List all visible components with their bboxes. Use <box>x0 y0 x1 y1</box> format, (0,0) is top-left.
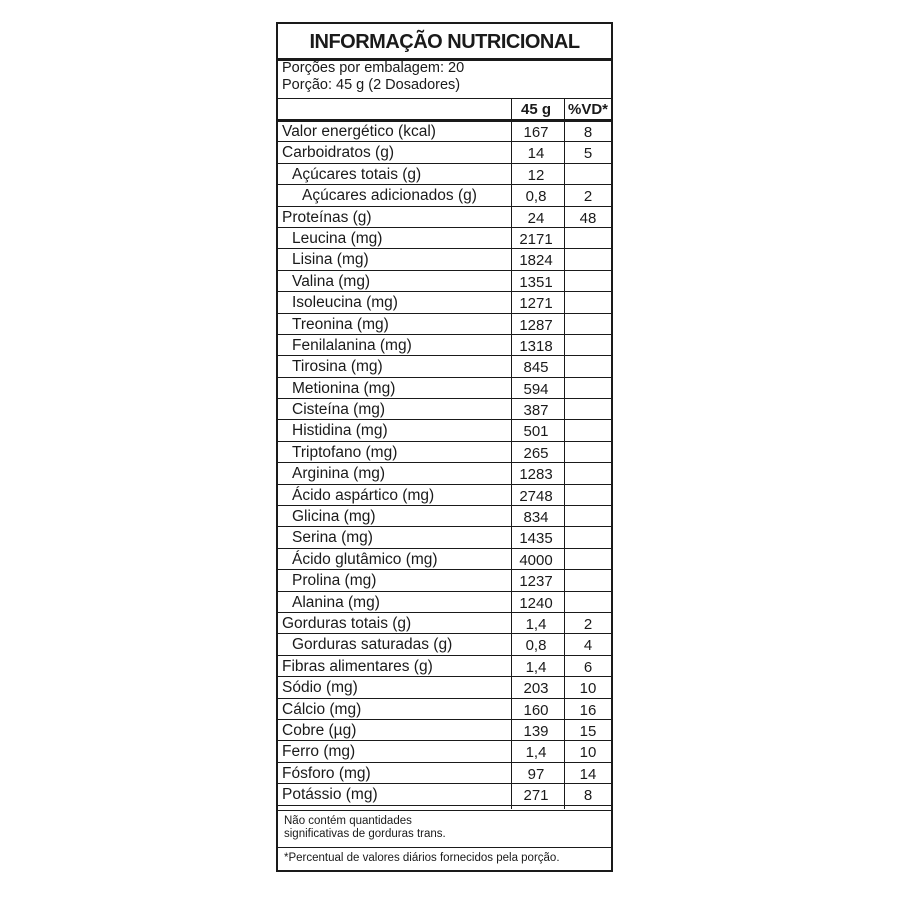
nutrient-row <box>278 784 611 805</box>
nutrient-quantity: 203 <box>523 680 549 698</box>
nutrient-quantity: 1,4 <box>525 658 547 676</box>
nutrient-quantity: 12 <box>527 166 545 184</box>
nutrient-label: Treonina (mg) <box>292 315 389 333</box>
nutrient-label: Serina (mg) <box>292 529 373 547</box>
nutrient-row <box>278 506 611 527</box>
nutrient-row <box>278 442 611 463</box>
nutrient-quantity: 0,8 <box>525 637 547 655</box>
nutrient-quantity: 160 <box>523 701 549 719</box>
nutrient-daily-value: 5 <box>583 145 593 163</box>
nutrient-row <box>278 549 611 570</box>
nutrient-label: Isoleucina (mg) <box>292 294 398 312</box>
nutrient-daily-value: 8 <box>583 787 593 805</box>
nutrient-row <box>278 463 611 484</box>
nutrient-label: Potássio (mg) <box>282 786 378 804</box>
nutrient-row <box>278 592 611 613</box>
nutrient-row <box>278 570 611 591</box>
nutrient-quantity: 24 <box>527 209 545 227</box>
nutrient-quantity: 594 <box>523 380 549 398</box>
nutrient-row <box>278 720 611 741</box>
nutrient-quantity: 1287 <box>519 316 553 334</box>
nutrient-row <box>278 314 611 335</box>
nutrient-quantity: 1237 <box>519 573 553 591</box>
nutrient-label: Arginina (mg) <box>292 465 386 483</box>
nutrient-daily-value: 10 <box>579 744 597 762</box>
nutrient-row <box>278 527 611 548</box>
nutrient-quantity: 1283 <box>519 466 553 484</box>
nutrient-row <box>278 164 611 185</box>
nutrient-quantity: 834 <box>523 509 549 527</box>
portion-size: Porção: 45 g (2 Dosadores) <box>282 77 461 93</box>
nutrient-quantity: 1,4 <box>525 615 547 633</box>
nutrient-label: Fibras alimentares (g) <box>282 657 433 675</box>
nutrient-row <box>278 763 611 784</box>
nutrient-label: Sódio (mg) <box>282 679 358 697</box>
panel-title: INFORMAÇÃO NUTRICIONAL <box>309 31 580 53</box>
nutrient-quantity: 139 <box>523 722 549 740</box>
nutrient-row <box>278 613 611 634</box>
nutrient-row <box>278 185 611 206</box>
trans-fat-note-line2: significativas de gorduras trans. <box>284 828 446 840</box>
nutrient-label: Ácido glutâmico (mg) <box>292 550 438 568</box>
nutrient-label: Cisteína (mg) <box>292 401 386 419</box>
nutrient-label: Carboidratos (g) <box>282 144 394 162</box>
nutrient-label: Fenilalanina (mg) <box>292 336 412 354</box>
nutrient-row <box>278 121 611 142</box>
daily-value-note: *Percentual de valores diários fornecidos pela porção. <box>284 852 560 864</box>
nutrient-label: Proteínas (g) <box>282 208 372 226</box>
nutrient-quantity: 97 <box>527 765 545 783</box>
nutrient-row <box>278 485 611 506</box>
nutrient-quantity: 167 <box>523 124 549 141</box>
nutrient-row <box>278 335 611 356</box>
servings-per-package: Porções por embalagem: 20 <box>282 60 465 76</box>
nutrient-quantity: 1824 <box>519 252 553 270</box>
nutrient-quantity: 0,8 <box>525 188 547 206</box>
nutrient-row <box>278 292 611 313</box>
nutrient-quantity: 1271 <box>519 295 553 313</box>
nutrient-row <box>278 271 611 292</box>
nutrient-row <box>278 378 611 399</box>
nutrient-daily-value: 15 <box>579 722 597 740</box>
nutrient-label: Leucina (mg) <box>292 229 383 247</box>
nutrient-daily-value: 48 <box>579 209 597 227</box>
nutrient-quantity: 387 <box>523 402 549 420</box>
nutrient-label: Açúcares totais (g) <box>292 165 422 183</box>
serving-divider <box>278 98 611 99</box>
nutrient-daily-value: 2 <box>583 188 593 206</box>
nutrient-row <box>278 399 611 420</box>
nutrient-label: Prolina (mg) <box>292 572 377 590</box>
nutrient-row <box>278 677 611 698</box>
nutrient-row <box>278 634 611 655</box>
nutrient-row <box>278 207 611 228</box>
nutrient-daily-value: 2 <box>583 615 593 633</box>
nutrient-quantity: 265 <box>523 444 549 462</box>
nutrient-label: Gorduras totais (g) <box>282 614 412 632</box>
col-header-portion: 45 g <box>520 101 551 118</box>
nutrient-daily-value: 8 <box>583 124 593 141</box>
nutrient-quantity: 2171 <box>519 230 553 248</box>
nutrient-quantity: 1,4 <box>525 744 547 762</box>
nutrient-daily-value: 6 <box>583 658 593 676</box>
nutrient-row <box>278 420 611 441</box>
nutrient-label: Cobre (µg) <box>282 721 357 739</box>
nutrient-quantity: 4000 <box>519 551 553 569</box>
nutrient-label: Lisina (mg) <box>292 251 369 269</box>
nutrient-label: Gorduras saturadas (g) <box>292 636 453 654</box>
nutrient-label: Glicina (mg) <box>292 508 376 526</box>
nutrient-row <box>278 741 611 762</box>
nutrient-row <box>278 142 611 163</box>
nutrient-row <box>278 249 611 270</box>
nutrient-quantity: 271 <box>523 787 549 805</box>
nutrient-label: Ferro (mg) <box>282 743 356 761</box>
nutrient-quantity: 1318 <box>519 337 553 355</box>
nutrient-daily-value: 14 <box>579 765 597 783</box>
nutrient-quantity: 14 <box>527 145 545 163</box>
nutrient-table <box>278 121 611 806</box>
nutrient-daily-value: 10 <box>579 680 597 698</box>
footnote-divider <box>278 847 611 848</box>
table-bottom-divider <box>278 810 611 811</box>
nutrient-row <box>278 356 611 377</box>
nutrient-label: Fósforo (mg) <box>282 764 371 782</box>
col-header-dv: %VD* <box>567 101 608 118</box>
nutrient-daily-value: 4 <box>583 637 593 655</box>
nutrient-quantity: 845 <box>523 359 549 377</box>
nutrient-row <box>278 656 611 677</box>
nutrient-label: Açúcares adicionados (g) <box>302 187 477 205</box>
nutrient-row <box>278 699 611 720</box>
nutrient-label: Alanina (mg) <box>292 593 380 611</box>
nutrient-label: Valina (mg) <box>292 272 371 290</box>
nutrient-quantity: 501 <box>523 423 549 441</box>
nutrient-label: Metionina (mg) <box>292 379 396 397</box>
nutrient-label: Ácido aspártico (mg) <box>292 486 435 504</box>
nutrient-label: Cálcio (mg) <box>282 700 362 718</box>
nutrition-facts-panel <box>276 22 613 872</box>
nutrient-daily-value: 16 <box>579 701 597 719</box>
nutrient-label: Tirosina (mg) <box>292 358 383 376</box>
nutrient-quantity: 2748 <box>519 487 553 505</box>
nutrient-quantity: 1435 <box>519 530 553 548</box>
nutrient-row <box>278 228 611 249</box>
nutrient-quantity: 1240 <box>519 594 553 612</box>
nutrient-quantity: 1351 <box>519 273 553 291</box>
nutrient-label: Triptofano (mg) <box>292 443 398 461</box>
nutrient-label: Histidina (mg) <box>292 422 388 440</box>
nutrient-label: Valor energético (kcal) <box>282 123 436 140</box>
trans-fat-note-line1: Não contém quantidades <box>284 815 412 827</box>
